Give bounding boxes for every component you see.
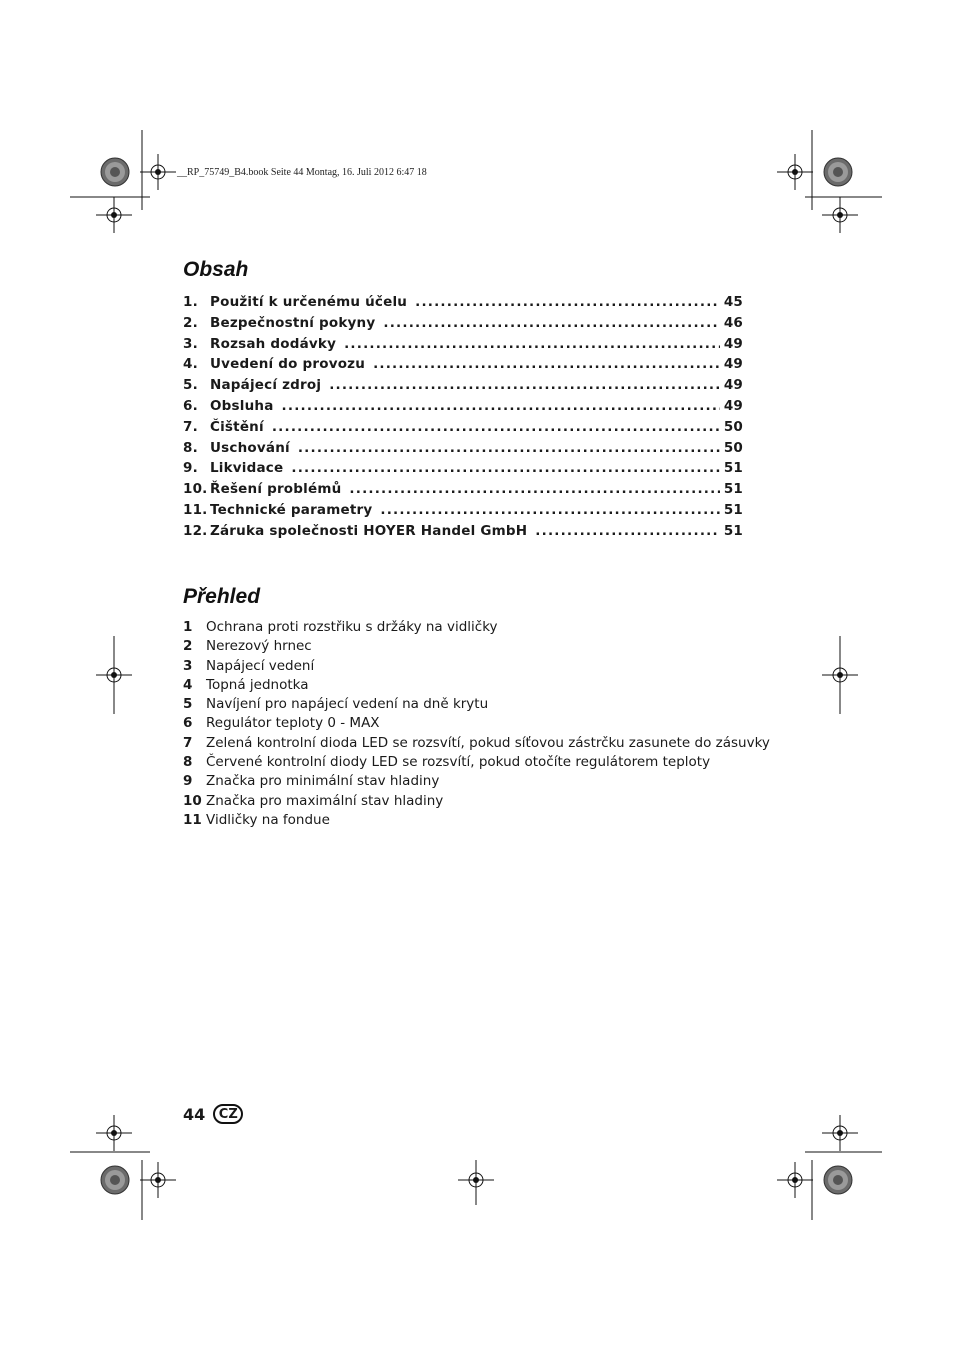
part-label: Nerezový hrnec (206, 638, 312, 655)
toc-entry (183, 336, 743, 357)
toc-entry (183, 502, 743, 523)
part-number: 11 (183, 811, 202, 828)
toc-entry-number: 5. (183, 377, 198, 394)
toc-entry (183, 398, 743, 419)
toc-entry-page: 51 (723, 481, 743, 498)
toc-leader-dots (373, 356, 720, 372)
part-number: 5 (183, 696, 193, 713)
toc-entry (183, 294, 743, 315)
toc-entry (183, 356, 743, 377)
part-number: 9 (183, 773, 193, 790)
toc-entry-page: 51 (723, 501, 743, 518)
table-of-contents (183, 294, 743, 544)
part-number: 1 (183, 619, 193, 635)
part-label: Značka pro maximální stav hladiny (206, 792, 444, 809)
toc-entry-number: 4. (183, 356, 198, 373)
part-label: Červené kontrolní diody LED se rozsvítí, pokud otočíte regulátorem teploty (206, 754, 711, 771)
toc-entry-number: 1. (183, 294, 198, 310)
toc-entry-number: 2. (183, 314, 198, 331)
toc-entry (183, 460, 743, 481)
part-item (183, 677, 783, 696)
toc-entry-page: 51 (723, 522, 743, 539)
part-label: Regulátor teploty 0 - MAX (206, 715, 380, 732)
toc-entry-label: Záruka společnosti HOYER Handel GmbH (210, 522, 528, 539)
toc-entry-label: Likvidace (210, 460, 284, 477)
toc-entry-page: 46 (723, 314, 743, 331)
toc-entry-number: 10. (183, 481, 208, 498)
toc-entry-page: 49 (723, 377, 743, 394)
toc-entry-label: Technické parametry (210, 501, 373, 518)
toc-leader-dots (349, 481, 719, 497)
part-number: 3 (183, 657, 193, 674)
toc-entry-label: Bezpečnostní pokyny (210, 314, 376, 331)
part-label: Napájecí vedení (206, 657, 315, 674)
part-item (183, 638, 783, 657)
part-label: Navíjení pro napájecí vedení na dně krytu (206, 696, 489, 713)
toc-entry-number: 8. (183, 439, 198, 456)
parts-overview-list (183, 619, 783, 831)
part-label: Značka pro minimální stav hladiny (206, 773, 440, 790)
part-number: 10 (183, 792, 202, 809)
toc-entry-number: 9. (183, 460, 198, 477)
toc-entry-label: Řešení problémů (210, 481, 342, 498)
toc-entry-label: Použití k určenému účelu (210, 294, 408, 310)
toc-entry (183, 481, 743, 502)
toc-entry-number: 3. (183, 335, 198, 352)
language-badge: CZ (213, 1104, 243, 1124)
toc-entry-number: 12. (183, 522, 208, 539)
toc-leader-dots (415, 294, 720, 310)
toc-entry-label: Uschování (210, 439, 290, 456)
toc-entry-page: 50 (723, 418, 743, 435)
toc-leader-dots (272, 419, 720, 435)
part-item (183, 696, 783, 715)
overview-title: Přehled (183, 585, 261, 608)
part-item (183, 735, 783, 754)
part-item (183, 754, 783, 773)
part-item (183, 658, 783, 677)
page-footer (183, 1104, 243, 1124)
part-label: Topná jednotka (206, 676, 309, 693)
toc-entry-page: 49 (723, 356, 743, 373)
part-label: Zelená kontrolní dioda LED se rozsvítí, pokud síťovou zástrčku zasunete do zásuvky (206, 734, 770, 751)
toc-entry-label: Uvedení do provozu (210, 356, 366, 373)
toc-leader-dots (344, 336, 720, 352)
part-label: Ochrana proti rozstřiku s držáky na vidličky (206, 619, 498, 635)
toc-leader-dots (383, 315, 719, 331)
toc-entry-page: 49 (723, 397, 743, 414)
toc-entry-page: 49 (723, 335, 743, 352)
toc-entry (183, 523, 743, 544)
toc-leader-dots (282, 398, 720, 414)
page-number: 44 (183, 1104, 206, 1124)
toc-entry-number: 6. (183, 397, 198, 414)
part-item (183, 619, 783, 638)
toc-entry (183, 377, 743, 398)
toc-leader-dots (380, 502, 719, 518)
part-item (183, 793, 783, 812)
part-number: 8 (183, 754, 193, 771)
toc-entry-number: 11. (183, 501, 208, 518)
toc-entry (183, 315, 743, 336)
toc-entry-page: 51 (723, 460, 743, 477)
part-label: Vidličky na fondue (206, 811, 330, 828)
toc-entry-page: 45 (723, 294, 743, 310)
toc-leader-dots (291, 460, 719, 476)
part-item (183, 812, 783, 831)
toc-entry-label: Obsluha (210, 397, 274, 414)
toc-entry-number: 7. (183, 418, 198, 435)
toc-entry-page: 50 (723, 439, 743, 456)
toc-entry (183, 440, 743, 461)
part-number: 2 (183, 638, 193, 655)
toc-leader-dots (535, 523, 720, 539)
toc-title: Obsah (183, 258, 249, 281)
print-header-stamp: __RP_75749_B4.book Seite 44 Montag, 16. Juli 2012 6:47 18 (177, 167, 427, 178)
part-number: 4 (183, 676, 193, 693)
part-item (183, 773, 783, 792)
toc-entry-label: Rozsah dodávky (210, 335, 337, 352)
toc-entry (183, 419, 743, 440)
toc-leader-dots (329, 377, 720, 393)
part-number: 7 (183, 734, 193, 751)
toc-leader-dots (298, 440, 720, 456)
toc-entry-label: Napájecí zdroj (210, 377, 322, 394)
toc-entry-label: Čištění (210, 418, 264, 435)
part-number: 6 (183, 715, 193, 732)
part-item (183, 715, 783, 734)
